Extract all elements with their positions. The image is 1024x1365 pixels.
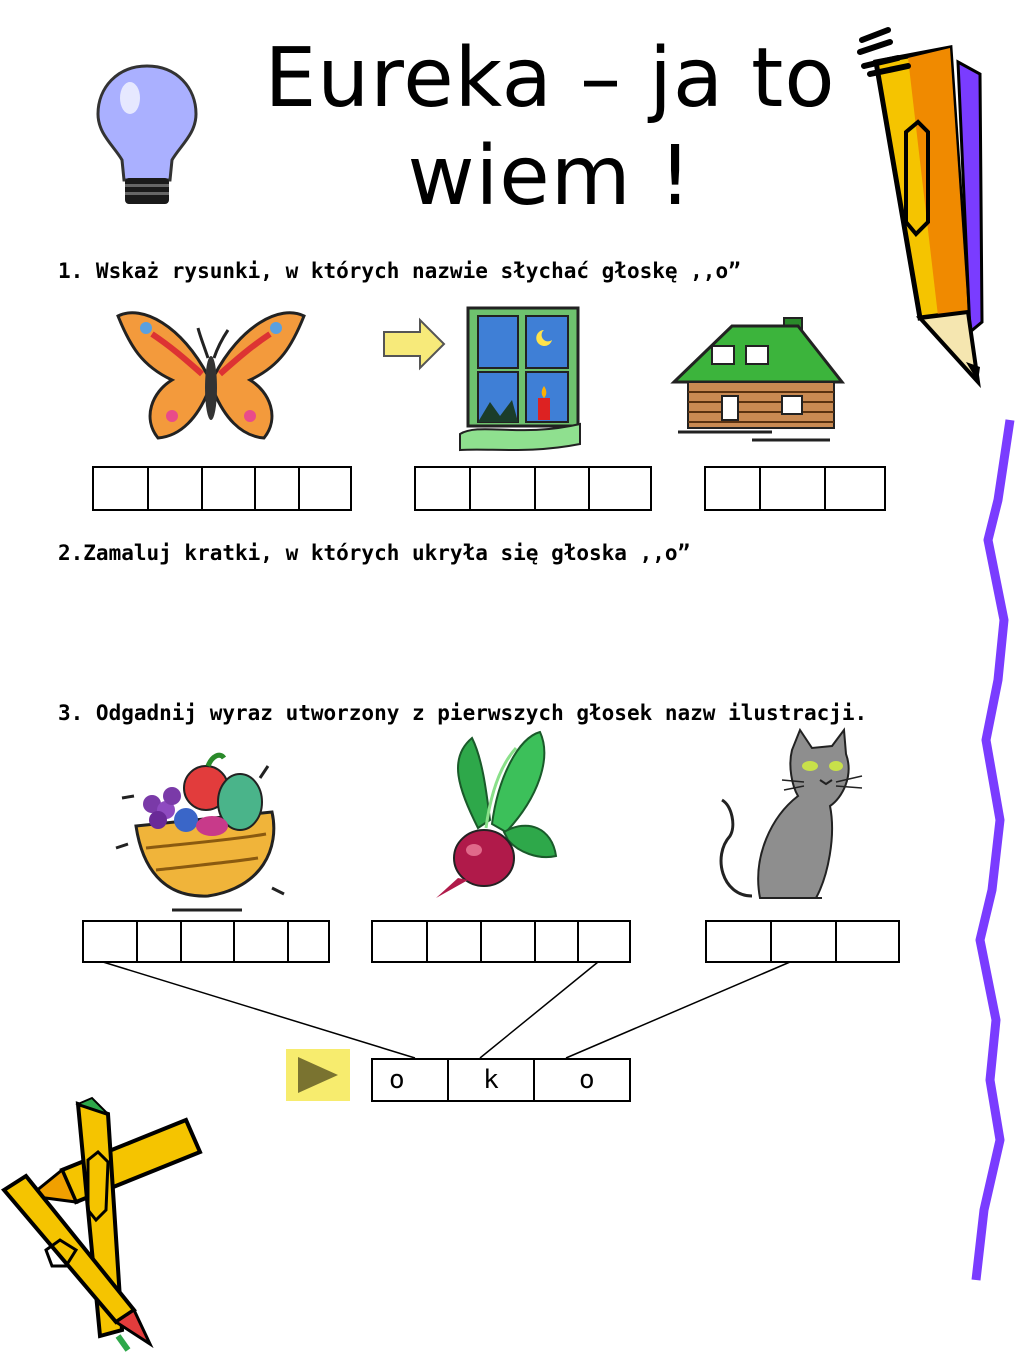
title-line-1: Eureka – ja to (264, 31, 836, 126)
crayons-icon (0, 1100, 210, 1350)
task-3-instruction: 3. Odgadnij wyraz utworzony z pierwszych głosek nazw ilustracji. (58, 701, 868, 725)
play-button[interactable] (286, 1049, 350, 1101)
result-word-grid (371, 1058, 631, 1102)
result-letter-1: o (373, 1060, 449, 1100)
result-letter-2: k (449, 1060, 535, 1100)
result-letter-3: o (579, 1065, 595, 1095)
title-line-2: wiem ! (407, 129, 693, 224)
task-2-instruction: 2.Zamaluj kratki, w których ukryła się głoska ,,o” (58, 541, 691, 565)
task-1-instruction: 1. Wskaż rysunki, w których nazwie słychać głoskę ,,o” (58, 259, 741, 283)
play-button-icon (286, 1049, 350, 1101)
